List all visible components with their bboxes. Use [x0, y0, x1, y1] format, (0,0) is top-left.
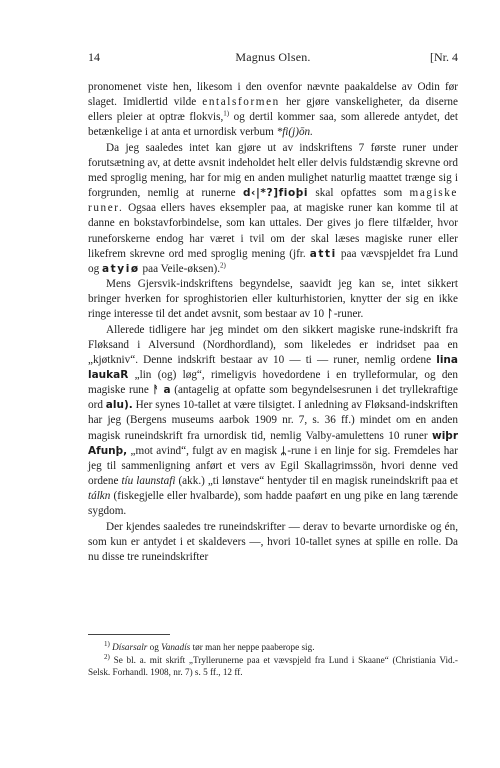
italic-term: *fi(j)ōn. [276, 126, 313, 139]
page-header [88, 50, 458, 66]
paragraph-4: Allerede tidligere har jeg mindet om den sikkert magiske rune-indskrift fra Fløksand i Alversund (Nordhordland), som likeledes er indridset paa en „kjøtkniv“. Denne indskrift bestaar av 10 — ti — runer, nemlig ordene lina laukaR „lin (og) løg“, rimeligvis hovedordene i en trylleformular, og den magiske rune ᚨ a (antagelig at opfatte som begyndelsesrunen i det tryllekraftige ord alu). Her synes 10-tallet at være tilsigtet. I anledning av Fløksand-indskriften har jeg (Bergens museums aarbok 1909 nr. 7, s. 36 ff.) mindet om en anden magisk runeindskrift fra urnordisk tid, nemlig Valby-amulettens 10 runer wiþr Afunþ, „mot avind“, fulgt av en magisk ᛦ-rune i en linje for sig. Fremdeles har jeg til sammenligning anført et vers av Egil Skallagrimssön, hvori denne ved ordene tíu launstafi (akk.) „ti lønstave“ hentyder til en magisk runeindskrift paa et tálkn (fiskegjelle eller hvalbarde), som hadde paaført en ung pike en lang tærende sygdom. [88, 323, 458, 518]
main-text [88, 80, 458, 565]
rune-a: ᚨ a [152, 384, 171, 397]
italic-term: tíu launstafi [121, 475, 176, 488]
section-number: [Nr. 4 [430, 50, 458, 64]
runic-word-atyio: atyiø [101, 262, 140, 275]
footnote-ref-2: 2) [220, 261, 226, 270]
spaced-word: entalsformen [202, 96, 280, 109]
footnote-divider [88, 634, 170, 635]
rune-k: ᛦ [280, 444, 288, 457]
runic-words-lina-laukar: lina laukaR [88, 353, 458, 381]
paragraph-5: Der kjendes saaledes tre runeindskrifter — derav to bevarte urnordiske og én, som kun er antydet i et skaldevers —, hvori 10-tallet synes at spille en rolle. Da nu disse tre runeindskrifter [88, 520, 458, 563]
footnotes [88, 641, 458, 679]
italic-term: tálkn [88, 490, 111, 503]
paragraph-3: Mens Gjersvik-indskriftens begyndelse, saavidt jeg kan se, intet sikkert bringer hverken for sproghistorien eller kulturhistorien, knytter der sig en ikke ringe interesse til det andet avsnit, som bestaar av 10 ᛚ-runer. [88, 278, 458, 321]
page-number: 14 [88, 50, 100, 64]
footnote-1: $^{1)}$ Dísarsalr og Vanadís tør man her neppe paaberope sig. [104, 639, 315, 652]
footnote-ref-1: 1) [223, 109, 230, 118]
footnote-2: $^{2)}$ Se bl. a. mit skrift „Tryllerunerne paa et vævspjeld fra Lund i Skaane“ (Christiania Vid.-Selsk. Forhandl. 1908, nr. 7) s. 5 ff., 12 ff. [88, 652, 458, 677]
runic-word-alu: alu). [105, 399, 133, 412]
spaced-phrase: magiske runer. [88, 187, 458, 215]
runic-words-wibr-afunb: wiþr Afunþ, [88, 429, 458, 457]
rune-sequence: d‹|*?]fioþi [242, 187, 309, 200]
paragraph-2: Da jeg saaledes intet kan gjøre ut av indskriftens 7 første runer under forutsætning av, at dette avsnit indeholdet helt eller delvis fuldstændig skrevne ord med sproglig mening, har for mig en anden mulighet naturlig maattet trænge sig i forgrunden, nemlig at runerne d‹|*?]fioþi skal opfattes som magiske runer. Ogsaa ellers haves eksempler paa, at magiske runer kan komme til at danne en bokstavforbindelse, som kan uttales. Der gives jo flere tilfælder, hvor runeforskerne endog har været i tvil om der skal læses magiske runer eller likefrem skrevne ord med sproglig mening (jfr. atti paa vævspjeldet fra Lund og atyiø paa Veile-øksen).$^{2)}$ [88, 141, 458, 275]
paragraph-1: pronomenet viste hen, likesom i den ovenfor nævnte paakaldelse av Odin før slaget. Imidlertid vilde entalsformen her gjøre vanskeligheter, da diserne ellers pleier at optræ flokvis,$^{1)}$ og dertil kommer saa, som allerede antydet, det betænkelige i at anta et urnordisk verbum *fi(j)ōn. [88, 81, 458, 139]
rune-t: ᛚ [326, 308, 334, 321]
running-title: Magnus Olsen. [235, 50, 311, 64]
runic-word-atti: atti [309, 247, 337, 260]
